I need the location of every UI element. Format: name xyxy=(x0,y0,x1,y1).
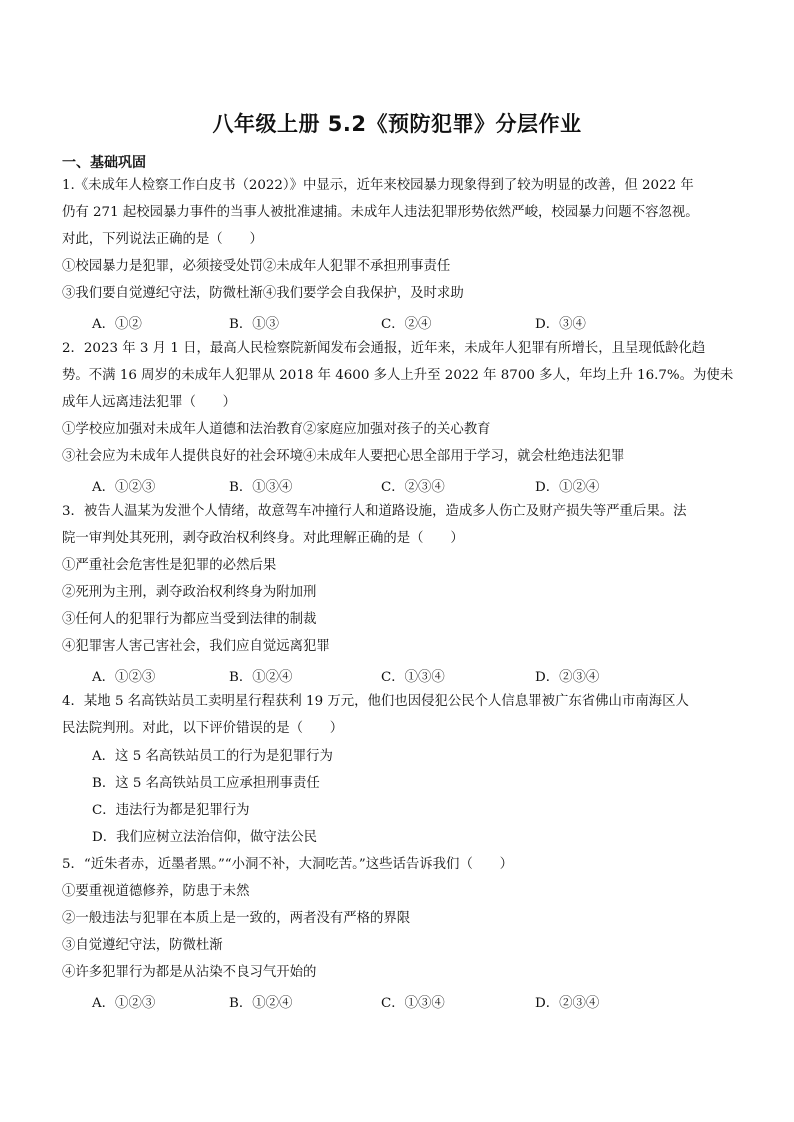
section-heading: 一、基础巩固 xyxy=(62,155,146,171)
question-2-stem-line-3: 成年人远离违法犯罪（ ） xyxy=(62,395,237,410)
question-3-option-a[interactable]: A．①②③ xyxy=(92,670,156,685)
question-5-statement-1: ①要重视道德修养，防患于未然 xyxy=(62,884,250,899)
question-3-options xyxy=(92,666,732,684)
question-2-options xyxy=(92,476,732,494)
question-5-statement-4: ④许多犯罪行为都是从沾染不良习气开始的 xyxy=(62,965,317,980)
question-1-stem-line-1: 1.《未成年人检察工作白皮书（2022）》中显示，近年来校园暴力现象得到了较为明显的改善，但 2022 年 xyxy=(62,178,694,193)
question-3-option-c[interactable]: C．①③④ xyxy=(381,670,445,685)
question-1-option-b[interactable]: B．①③ xyxy=(229,317,280,332)
question-3-stem-line-2: 院一审判处其死刑，剥夺政治权利终身。对此理解正确的是（ ） xyxy=(62,531,464,546)
question-3-stem-line-1: 3．被告人温某为发泄个人情绪，故意驾车冲撞行人和道路设施，造成多人伤亡及财产损失等严重后果。法 xyxy=(62,504,687,519)
question-2-statement-3-4: ③社会应为未成年人提供良好的社会环境④未成年人要把心思全部用于学习，就会杜绝违法犯罪 xyxy=(62,449,625,464)
question-2-option-d[interactable]: D．①②④ xyxy=(535,480,600,495)
question-1-stem-line-2: 仍有 271 起校园暴力事件的当事人被批准逮捕。未成年人违法犯罪形势依然严峻，校园暴力问题不容忽视。 xyxy=(62,205,699,220)
question-3-statement-2: ②死刑为主刑，剥夺政治权利终身为附加刑 xyxy=(62,585,317,600)
question-1-statement-3-4: ③我们要自觉遵纪守法，防微杜渐④我们要学会自我保护，及时求助 xyxy=(62,286,464,301)
question-5-statement-3: ③自觉遵纪守法，防微杜渐 xyxy=(62,938,223,953)
question-5-statement-2: ②一般违法与犯罪在本质上是一致的，两者没有严格的界限 xyxy=(62,911,411,926)
question-5-option-d[interactable]: D．②③④ xyxy=(535,996,600,1011)
question-1-option-c[interactable]: C．②④ xyxy=(381,317,432,332)
question-5-stem: 5．“近朱者赤，近墨者黑。”“小洞不补，大洞吃苦。”这些话告诉我们（ ） xyxy=(62,857,513,872)
question-4-option-d[interactable]: D．我们应树立法治信仰，做守法公民 xyxy=(92,830,317,845)
question-3-option-d[interactable]: D．②③④ xyxy=(535,670,600,685)
question-5-option-a[interactable]: A．①②③ xyxy=(92,996,156,1011)
question-2-stem-line-1: 2．2023 年 3 月 1 日，最高人民检察院新闻发布会通报，近年来，未成年人犯罪有所增长，且呈现低龄化趋 xyxy=(62,341,706,356)
page-title: 八年级上册 5.2《预防犯罪》分层作业 xyxy=(212,112,582,136)
question-1-options xyxy=(92,313,732,331)
question-2-option-b[interactable]: B．①③④ xyxy=(229,480,293,495)
question-1-option-d[interactable]: D．③④ xyxy=(535,317,586,332)
question-4-option-c[interactable]: C．违法行为都是犯罪行为 xyxy=(92,803,250,818)
question-3-statement-3: ③任何人的犯罪行为都应当受到法律的制裁 xyxy=(62,612,317,627)
question-4-stem-line-2: 民法院判刑。对此，以下评价错误的是（ ） xyxy=(62,721,344,736)
question-3-option-b[interactable]: B．①②④ xyxy=(229,670,293,685)
question-4-option-b[interactable]: B．这 5 名高铁站员工应承担刑事责任 xyxy=(92,776,320,791)
question-2-stem-line-2: 势。不满 16 周岁的未成年人犯罪从 2018 年 4600 多人上升至 2022 年 8700 多人，年均上升 16.7%。为使未 xyxy=(62,368,734,383)
question-1-stem-line-3: 对此，下列说法正确的是（ ） xyxy=(62,232,263,247)
question-4-stem-line-1: 4．某地 5 名高铁站员工卖明星行程获利 19 万元，他们也因侵犯公民个人信息罪被广东省佛山市南海区人 xyxy=(62,694,689,709)
question-3-statement-4: ④犯罪害人害己害社会，我们应自觉远离犯罪 xyxy=(62,639,330,654)
question-5-options xyxy=(92,992,732,1010)
question-2-statement-1-2: ①学校应加强对未成年人道德和法治教育②家庭应加强对孩子的关心教育 xyxy=(62,422,491,437)
question-4-option-a[interactable]: A．这 5 名高铁站员工的行为是犯罪行为 xyxy=(92,749,333,764)
question-2-option-a[interactable]: A．①②③ xyxy=(92,480,156,495)
question-5-option-b[interactable]: B．①②④ xyxy=(229,996,293,1011)
question-1-option-a[interactable]: A．①② xyxy=(92,317,142,332)
question-3-statement-1: ①严重社会危害性是犯罪的必然后果 xyxy=(62,558,277,573)
question-1-statement-1-2: ①校园暴力是犯罪，必须接受处罚②未成年人犯罪不承担刑事责任 xyxy=(62,259,451,274)
question-2-option-c[interactable]: C．②③④ xyxy=(381,480,445,495)
question-5-option-c[interactable]: C．①③④ xyxy=(381,996,445,1011)
